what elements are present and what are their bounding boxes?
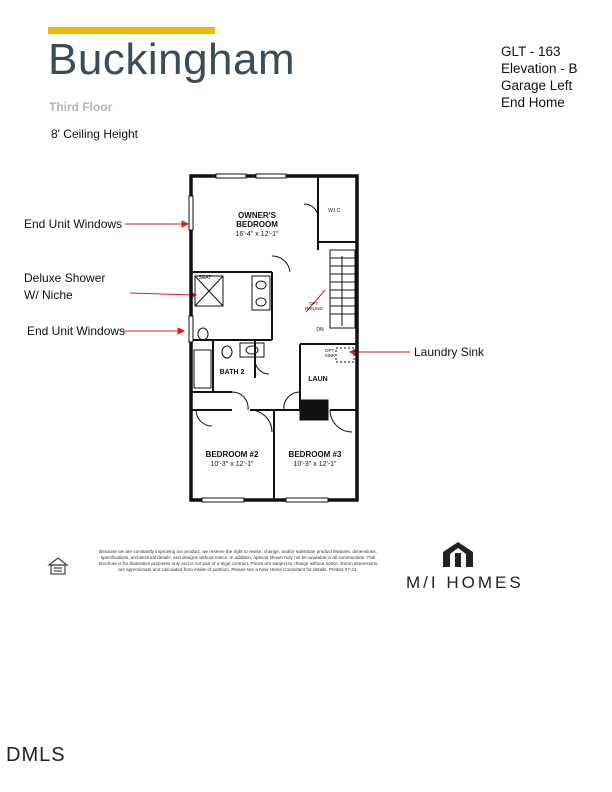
bedroom2-dim: 10'-3" x 12'-1" bbox=[210, 461, 254, 468]
callout-deluxe-shower: Deluxe Shower bbox=[24, 271, 106, 285]
window-owner-bath bbox=[189, 316, 193, 342]
stair-down-label: DN bbox=[316, 327, 324, 333]
bath2-toilet bbox=[222, 346, 232, 358]
brand-name: M/I HOMES bbox=[406, 573, 524, 592]
doors bbox=[196, 204, 352, 432]
callout-end-unit-windows-bottom: End Unit Windows bbox=[27, 324, 126, 338]
info-line-lot: GLT - 163 bbox=[501, 44, 561, 59]
legal-disclaimer: Because we are constantly improving our product, we reserve the right to revise, change, and/or substitute product features, dimensions, specifications, architectural details, and designs without notice. In addition, options shown may not be available in all communities. This brochure is for illustration purposes only and is not part of a legal contract. Prices are subject to change without notice. Room dimensions are approximate and calculated from inside of partition. Please see a New Home Consultant for details. Printed 07-21. bbox=[98, 549, 378, 572]
arrow-windows-top-head bbox=[182, 221, 188, 227]
arrow-shower bbox=[130, 293, 194, 295]
bedroom3-label: BEDROOM #3 bbox=[288, 450, 342, 459]
plan-title: Buckingham bbox=[48, 35, 296, 84]
bed3-door bbox=[330, 410, 352, 432]
bath2-entry-door bbox=[255, 360, 269, 374]
bedroom2-label: BEDROOM #2 bbox=[205, 450, 259, 459]
ceiling-height: 8' Ceiling Height bbox=[51, 127, 139, 141]
mi-homes-logo-icon bbox=[443, 542, 473, 567]
callout-laundry-sink: Laundry Sink bbox=[414, 345, 485, 359]
stair bbox=[306, 250, 355, 328]
sink-1 bbox=[256, 281, 266, 289]
tub bbox=[194, 350, 211, 388]
info-line-end-home: End Home bbox=[501, 95, 565, 110]
wic-door bbox=[304, 204, 318, 216]
callout-end-unit-windows-top: End Unit Windows bbox=[24, 217, 123, 231]
bed2-door bbox=[250, 410, 272, 432]
seat-label: SEAT bbox=[198, 275, 212, 281]
callout-arrows bbox=[123, 221, 410, 355]
laundry-label: LAUN bbox=[308, 376, 328, 383]
bath2-door bbox=[232, 392, 248, 410]
bath2-label: BATH 2 bbox=[219, 369, 245, 376]
window-bed2 bbox=[202, 498, 244, 502]
bedroom3-dim: 10'-3" x 12'-1" bbox=[293, 461, 337, 468]
bath2-sink bbox=[246, 346, 258, 354]
bath2-vanity bbox=[240, 343, 264, 357]
opt-railing-label-2: RAILING bbox=[304, 306, 324, 311]
window-bed3 bbox=[286, 498, 328, 502]
laundry-door bbox=[284, 392, 300, 410]
owner-door bbox=[272, 256, 290, 272]
opt-railing-label-1: OPT. bbox=[308, 301, 320, 306]
window-owner-top-2 bbox=[256, 174, 286, 178]
wic-label: W.I.C. bbox=[328, 208, 342, 214]
owner-toilet bbox=[198, 328, 208, 340]
opt-sink-label-1: OPT. bbox=[324, 348, 336, 353]
owners-bedroom-dim: 16'-4" x 12'-1" bbox=[235, 231, 279, 238]
callout-shower-niche: W/ Niche bbox=[24, 288, 73, 302]
sink-2 bbox=[256, 298, 266, 306]
hvac bbox=[300, 400, 328, 420]
opt-sink-label-2: SINK bbox=[324, 353, 336, 358]
floor-label: Third Floor bbox=[49, 100, 113, 114]
window-owner-side bbox=[189, 196, 193, 230]
owners-bedroom-label-2: BEDROOM bbox=[236, 220, 278, 229]
mls-watermark: DMLS bbox=[6, 744, 66, 766]
arrow-laundry-head bbox=[350, 349, 356, 355]
info-line-elevation: Elevation - B bbox=[501, 61, 578, 76]
bed2-closet-door bbox=[196, 410, 212, 426]
opt-sink bbox=[336, 348, 354, 362]
equal-housing-icon bbox=[49, 558, 67, 574]
owners-bedroom-label-1: OWNER'S bbox=[238, 211, 276, 220]
arrow-windows-bottom-head bbox=[178, 328, 184, 334]
window-owner-top-1 bbox=[216, 174, 246, 178]
info-line-garage: Garage Left bbox=[501, 78, 573, 93]
